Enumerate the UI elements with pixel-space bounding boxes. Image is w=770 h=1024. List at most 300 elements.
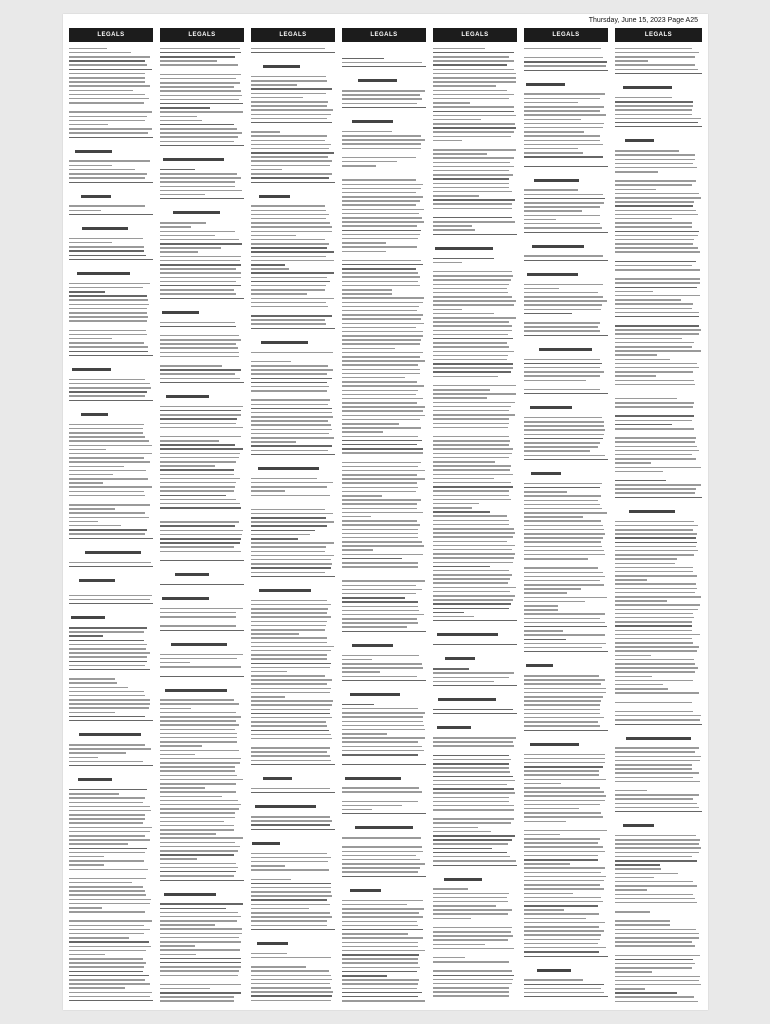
body-text-line [251, 572, 325, 574]
body-text-line [524, 61, 607, 63]
body-text-line [433, 187, 509, 189]
column-5 [433, 28, 517, 1004]
body-text-line [160, 854, 234, 856]
body-text-line [615, 118, 701, 120]
body-text-line [69, 160, 150, 162]
body-text-line [160, 538, 241, 540]
notice-divider [69, 214, 153, 215]
body-text-line [69, 383, 150, 385]
body-text-line [251, 642, 327, 644]
body-text-line [342, 302, 423, 304]
body-text-line [160, 937, 239, 939]
body-text-line [433, 275, 513, 277]
body-text-line [615, 64, 695, 66]
body-text-line [160, 754, 195, 756]
body-text-line [615, 634, 700, 636]
body-text-line [433, 771, 510, 773]
body-text-line [251, 424, 331, 426]
body-text-line [433, 90, 507, 92]
body-text-line [615, 898, 695, 900]
body-text-line [69, 111, 152, 113]
body-text-line [342, 721, 423, 723]
body-text-line [433, 574, 512, 576]
body-text-line [160, 293, 236, 295]
notice-heading-line [171, 643, 227, 646]
body-text-line [615, 420, 692, 422]
body-text-line [160, 662, 190, 664]
body-text-line [69, 453, 152, 455]
body-text-line [524, 450, 590, 452]
body-text-line [251, 747, 330, 749]
body-text-line [160, 804, 241, 806]
body-text-line [524, 679, 605, 681]
body-text-line [433, 893, 509, 895]
body-text-line [615, 193, 699, 195]
body-text-line [524, 438, 603, 440]
body-text-line [615, 424, 672, 426]
body-text-line [69, 907, 102, 909]
body-text-line [69, 562, 151, 564]
body-text-line [69, 599, 150, 601]
body-text-line [342, 318, 421, 320]
body-text-line [433, 677, 509, 679]
body-text-line [524, 709, 600, 711]
body-text-line [251, 987, 331, 989]
body-text-line [615, 308, 692, 310]
body-text-line [342, 448, 423, 450]
body-text-line [524, 127, 603, 129]
body-text-line [433, 98, 509, 100]
body-text-line [342, 712, 425, 714]
body-text-line [160, 268, 236, 270]
body-text-line [615, 367, 699, 369]
body-text-line [524, 189, 578, 191]
body-text-line [160, 941, 241, 943]
body-text-line [251, 445, 332, 447]
body-text-line [615, 856, 692, 858]
body-text-line [69, 428, 143, 430]
body-text-line [251, 404, 328, 406]
notice-divider [69, 259, 153, 260]
body-text-line [615, 437, 696, 439]
body-text-line [160, 863, 236, 865]
column-header: LEGALS [524, 28, 608, 42]
body-text-line [615, 303, 693, 305]
body-text-line [69, 291, 105, 293]
body-text-line [251, 683, 327, 685]
body-text-line [524, 375, 600, 377]
body-text-line [433, 397, 487, 399]
column-1 [69, 28, 153, 1004]
body-text-line [342, 900, 423, 902]
body-text-line [524, 795, 606, 797]
body-text-line [524, 516, 583, 518]
body-text-line [433, 102, 470, 104]
body-text-line [69, 177, 145, 179]
body-text-line [69, 954, 105, 956]
body-text-line [69, 98, 149, 100]
body-text-line [615, 751, 695, 753]
body-text-line [433, 681, 494, 683]
body-text-line [615, 929, 696, 931]
body-text-line [160, 916, 241, 918]
body-text-line [251, 235, 296, 237]
body-text-line [251, 386, 329, 388]
body-text-line [251, 521, 334, 523]
body-text-line [615, 777, 693, 779]
body-text-line [69, 752, 126, 754]
body-text-line [433, 131, 514, 133]
body-text-line [69, 941, 149, 943]
body-text-line [524, 613, 605, 615]
body-text-line [69, 250, 144, 252]
body-text-line [615, 529, 693, 531]
body-text-line [342, 746, 422, 748]
body-text-line [342, 161, 397, 163]
notice-divider [69, 137, 153, 138]
body-text-line [342, 390, 418, 392]
body-text-line [615, 839, 700, 841]
notice-divider [524, 232, 608, 233]
notice-divider [251, 454, 335, 455]
body-text-line [251, 319, 325, 321]
body-text-line [524, 210, 582, 212]
body-text-line [433, 149, 516, 151]
body-text-line [615, 375, 656, 377]
body-text-line [69, 656, 147, 658]
body-text-line [433, 191, 512, 193]
body-text-line [615, 621, 692, 623]
notice-divider [69, 765, 153, 766]
body-text-line [251, 658, 327, 660]
body-text-line [433, 136, 511, 138]
body-text-line [524, 992, 604, 994]
body-text-line [251, 857, 331, 859]
body-text-line [69, 128, 152, 130]
body-text-line [251, 530, 315, 532]
body-text-line [433, 203, 512, 205]
body-text-line [342, 996, 418, 998]
body-text-line [342, 234, 420, 236]
body-text-line [524, 838, 600, 840]
body-text-line [69, 899, 151, 901]
body-text-line [524, 725, 600, 727]
body-text-line [433, 541, 507, 543]
body-text-line [69, 640, 144, 642]
body-text-line [433, 983, 512, 985]
body-text-line [69, 85, 150, 87]
body-text-line [615, 592, 695, 594]
body-text-line [251, 378, 332, 380]
body-text-line [524, 584, 604, 586]
body-text-line [433, 52, 514, 54]
body-text-line [69, 761, 143, 763]
body-text-line [342, 58, 384, 60]
body-text-line [615, 462, 651, 464]
body-text-line [615, 963, 695, 965]
body-text-line [251, 76, 326, 78]
body-text-line [69, 843, 128, 845]
body-text-line [160, 444, 235, 446]
body-text-line [251, 118, 327, 120]
body-text-line [251, 251, 334, 253]
body-text-line [69, 678, 115, 680]
body-text-line [433, 123, 515, 125]
body-text-line [433, 77, 516, 79]
body-text-line [69, 73, 145, 75]
notice-divider [615, 811, 702, 812]
body-text-line [524, 206, 600, 208]
body-text-line [433, 767, 509, 769]
body-text-line [524, 762, 605, 764]
body-text-line [160, 949, 240, 951]
body-text-line [524, 783, 561, 785]
body-text-line [433, 490, 509, 492]
body-text-line [342, 606, 418, 608]
body-text-line [342, 242, 386, 244]
body-text-line [251, 84, 297, 86]
body-text-line [615, 941, 692, 943]
body-text-line [69, 665, 145, 667]
body-text-line [251, 908, 309, 910]
body-text-line [615, 688, 668, 690]
body-text-line [342, 750, 424, 752]
body-text-line [433, 979, 513, 981]
body-text-line [160, 414, 241, 416]
notice-heading-line [166, 395, 209, 398]
body-text-line [160, 817, 235, 819]
column-4 [342, 28, 426, 1004]
body-text-line [433, 106, 514, 108]
body-text-line [69, 395, 145, 397]
body-text-line [433, 792, 515, 794]
notice-divider [160, 630, 244, 631]
body-text-line [251, 679, 332, 681]
body-text-line [433, 482, 511, 484]
body-text-line [69, 466, 124, 468]
body-text-line [251, 437, 334, 439]
body-text-line [251, 114, 331, 116]
body-text-line [251, 688, 331, 690]
body-text-line [433, 436, 509, 438]
body-text-line [433, 321, 509, 323]
body-text-line [69, 920, 152, 922]
body-text-line [160, 339, 241, 341]
body-text-line [342, 545, 424, 547]
body-text-line [615, 533, 697, 535]
body-text-line [160, 86, 234, 88]
notice-divider [69, 566, 153, 567]
body-text-line [524, 215, 600, 217]
body-text-line [615, 768, 692, 770]
body-text-line [69, 482, 103, 484]
notice-heading-line [165, 689, 227, 692]
body-text-line [251, 816, 330, 818]
body-text-line [433, 515, 507, 517]
notice-divider [524, 70, 608, 71]
body-text-line [433, 157, 514, 159]
body-text-line [615, 988, 645, 990]
body-text-line [433, 183, 509, 185]
body-text-line [69, 48, 107, 50]
column-body-text [251, 45, 335, 1004]
body-text-line [615, 609, 698, 611]
body-text-line [69, 652, 150, 654]
body-text-line [433, 852, 507, 854]
notice-heading-line [173, 211, 220, 214]
body-text-line [524, 721, 598, 723]
body-text-line [524, 622, 605, 624]
body-text-line [69, 338, 112, 340]
body-text-line [69, 937, 129, 939]
body-text-line [615, 114, 692, 116]
body-text-line [524, 148, 578, 150]
body-text-line [615, 371, 693, 373]
body-text-line [524, 830, 607, 832]
body-text-line [251, 983, 330, 985]
body-text-line [69, 81, 145, 83]
body-text-line [433, 195, 479, 197]
body-text-line [433, 330, 512, 332]
column-body-text [433, 45, 517, 1004]
body-text-line [251, 302, 326, 304]
body-text-line [524, 601, 585, 603]
body-text-line [342, 260, 421, 262]
body-text-line [615, 398, 677, 400]
body-text-line [342, 427, 421, 429]
body-text-line [524, 800, 605, 802]
notice-divider [615, 126, 702, 127]
body-text-line [615, 163, 693, 165]
body-text-line [342, 558, 402, 560]
body-text-line [342, 597, 405, 599]
body-text-line [160, 846, 240, 848]
body-text-line [342, 143, 421, 145]
body-text-line [251, 231, 332, 233]
body-text-line [524, 483, 602, 485]
body-text-line [160, 908, 226, 910]
body-text-line [433, 805, 514, 807]
body-text-line [251, 165, 330, 167]
body-text-line [615, 346, 692, 348]
body-text-line [251, 247, 327, 249]
body-text-line [342, 541, 422, 543]
body-text-line [160, 457, 239, 459]
column-header: LEGALS [69, 28, 153, 42]
body-text-line [615, 542, 697, 544]
body-text-line [251, 298, 334, 300]
body-text-line [433, 553, 515, 555]
body-text-line [160, 231, 235, 233]
body-text-line [160, 169, 195, 171]
notice-divider [524, 956, 608, 957]
body-text-line [524, 223, 600, 225]
notice-divider [615, 497, 702, 498]
body-text-line [69, 457, 144, 459]
notice-divider [615, 724, 702, 725]
notice-heading-line [255, 805, 315, 808]
body-text-line [160, 482, 236, 484]
body-text-line [342, 293, 392, 295]
body-text-line [433, 111, 514, 113]
notice-heading-line [85, 551, 141, 554]
notice-heading-line [257, 942, 288, 945]
body-text-line [342, 131, 392, 133]
body-text-line [524, 194, 603, 196]
body-text-line [160, 335, 239, 337]
body-text-line [433, 587, 516, 589]
body-text-line [433, 603, 511, 605]
body-text-line [69, 933, 144, 935]
body-text-line [69, 810, 151, 812]
notice-divider [251, 764, 335, 765]
body-text-line [524, 713, 600, 715]
body-text-line [69, 508, 115, 510]
body-text-line [251, 713, 330, 715]
body-text-line [433, 279, 511, 281]
body-text-line [615, 655, 651, 657]
body-text-line [615, 860, 697, 862]
body-text-line [342, 671, 380, 673]
body-text-line [160, 52, 241, 54]
body-text-line [69, 962, 146, 964]
body-text-line [251, 268, 289, 270]
body-text-line [615, 446, 697, 448]
body-text-line [615, 312, 699, 314]
body-text-line [615, 338, 682, 340]
body-text-line [615, 480, 666, 482]
body-text-line [160, 120, 202, 122]
body-text-line [160, 347, 238, 349]
body-text-line [69, 996, 150, 998]
notice-divider [433, 713, 517, 714]
body-text-line [433, 94, 514, 96]
body-text-line [433, 905, 496, 907]
body-text-line [433, 346, 509, 348]
body-text-line [69, 334, 147, 336]
body-text-line [69, 77, 145, 79]
body-text-line [615, 600, 667, 602]
body-text-line [251, 285, 326, 287]
body-text-line [433, 474, 513, 476]
body-text-line [615, 441, 695, 443]
body-text-line [342, 360, 425, 362]
body-text-line [160, 440, 219, 442]
body-text-line [615, 291, 653, 293]
body-text-line [160, 658, 237, 660]
body-text-line [615, 454, 692, 456]
body-text-line [524, 304, 602, 306]
body-text-line [524, 546, 602, 548]
body-text-line [251, 751, 327, 753]
notice-divider [69, 182, 153, 183]
body-text-line [160, 745, 202, 747]
body-text-line [433, 549, 512, 551]
body-text-line [615, 159, 695, 161]
body-text-line [524, 417, 602, 419]
notice-divider [251, 792, 335, 793]
body-text-line [160, 48, 240, 50]
body-text-line [160, 712, 236, 714]
body-text-line [69, 687, 128, 689]
body-text-line [251, 709, 330, 711]
body-text-line [342, 975, 387, 977]
body-text-line [342, 610, 419, 612]
body-text-line [615, 180, 696, 182]
body-text-line [160, 988, 210, 990]
body-text-line [342, 373, 420, 375]
body-text-line [69, 966, 144, 968]
